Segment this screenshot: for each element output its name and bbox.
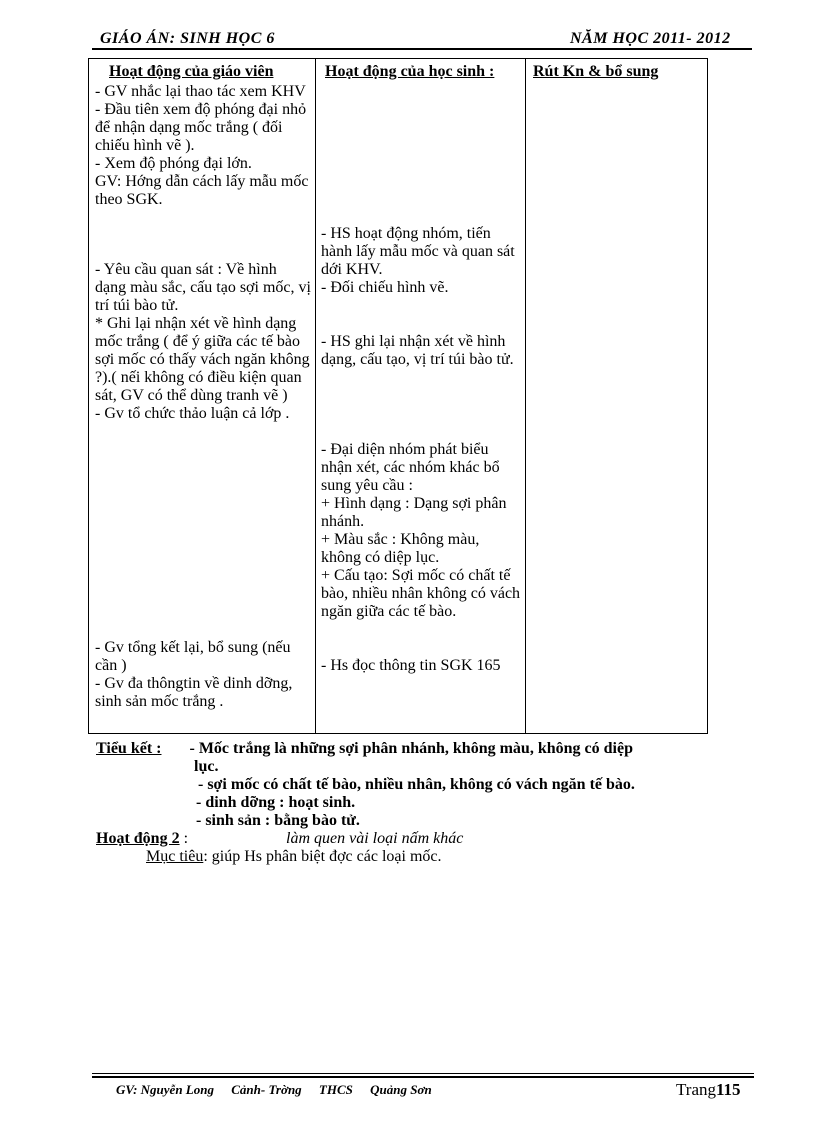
student-activity-3: - Đại diện nhóm phát biểu nhận xét, các nhóm khác bổ sung yêu cầu : + Hình dạng : Dạng sợi phân nhánh. + Màu sắc : Không màu, không có diệp lục. + Cấu tạo: Sợi mốc có chất tế bào, nhiều nhân không có vách ngăn giữa các tế bào. [321, 441, 521, 620]
summary-line-1 [96, 740, 633, 758]
summary-point-3: - dinh dỡng : hoạt sinh. [196, 794, 356, 811]
footer-author-role: Cảnh- Trờng [231, 1082, 302, 1097]
notes-column [525, 59, 709, 733]
student-activity-4: - Hs đọc thông tin SGK 165 [321, 657, 501, 674]
footer-rule-top [92, 1073, 754, 1074]
goal-label: Mục tiêu [146, 848, 204, 865]
summary-point-2: - sợi mốc có chất tế bào, nhiều nhân, không có vách ngăn tế bào. [198, 776, 635, 793]
activity-2-line [96, 830, 463, 848]
teacher-activity-1: - GV nhắc lại thao tác xem KHV - Đầu tiên xem độ phóng đại nhỏ để nhận dạng mốc trắng ( đối chiếu hình vẽ ). - Xem độ phóng đại lớn. GV: Hớng dẫn cách lấy mẫu mốc theo SGK. [95, 83, 309, 208]
summary-point-1-continued: lục. [194, 758, 219, 775]
footer-page [676, 1080, 741, 1100]
notes-column-header: Rút Kn & bổ sung [533, 63, 659, 80]
header-subject: GIÁO ÁN: SINH HỌC 6 [100, 30, 275, 47]
activity-2-label: Hoạt động 2 [96, 830, 180, 847]
student-activity-1: - HS hoạt động nhóm, tiến hành lấy mẫu mốc và quan sát dới KHV. - Đối chiếu hình vẽ. [321, 225, 515, 296]
goal-text: : giúp Hs phân biệt đợc các loại mốc. [203, 848, 442, 865]
page-number: 115 [716, 1080, 741, 1099]
header-divider [92, 48, 752, 50]
summary-label: Tiểu kết : [96, 740, 162, 757]
goal-line [146, 848, 442, 866]
footer-school-type: THCS [318, 1082, 353, 1097]
student-column-header: Hoạt động của học sinh : [325, 63, 495, 80]
header-school-year: NĂM HỌC 2011- 2012 [570, 30, 731, 47]
summary-point-4: - sinh sản : bằng bào tử. [196, 812, 360, 829]
footer-author-name: GV: Nguyễn Long [116, 1082, 214, 1097]
footer-school-name: Quảng Sơn [370, 1082, 432, 1097]
teacher-column-header: Hoạt động của giáo viên [109, 63, 274, 80]
activity-2-colon: : [183, 830, 189, 847]
lesson-table [88, 58, 708, 734]
footer-author [116, 1082, 446, 1098]
teacher-column [89, 59, 315, 733]
footer-rule-bottom [92, 1076, 754, 1078]
teacher-activity-3: - Gv tổng kết lại, bổ sung (nếu cần ) - Gv đa thôngtin về dinh dỡng, sinh sản mốc trắng . [95, 639, 293, 710]
page-label: Trang [676, 1080, 716, 1099]
student-activity-2: - HS ghi lại nhận xét về hình dạng, cấu tạo, vị trí túi bào tử. [321, 333, 514, 368]
teacher-activity-2: - Yêu cầu quan sát : Về hình dạng màu sắc, cấu tạo sợi mốc, vị trí túi bào tử. * Ghi lại nhận xét về hình dạng mốc trắng ( để ý giữa các tế bào sợi mốc có thấy vách ngăn không ?).( nếi không có điều kiện quan sát, GV có thể dùng tranh vẽ ) - Gv tổ chức thảo luận cả lớp . [95, 261, 311, 422]
summary-point-1: - Mốc trắng là những sợi phân nhánh, không màu, không có diệp [189, 740, 633, 757]
activity-2-title: làm quen vài loại nấm khác [286, 830, 464, 847]
student-column [315, 59, 525, 733]
